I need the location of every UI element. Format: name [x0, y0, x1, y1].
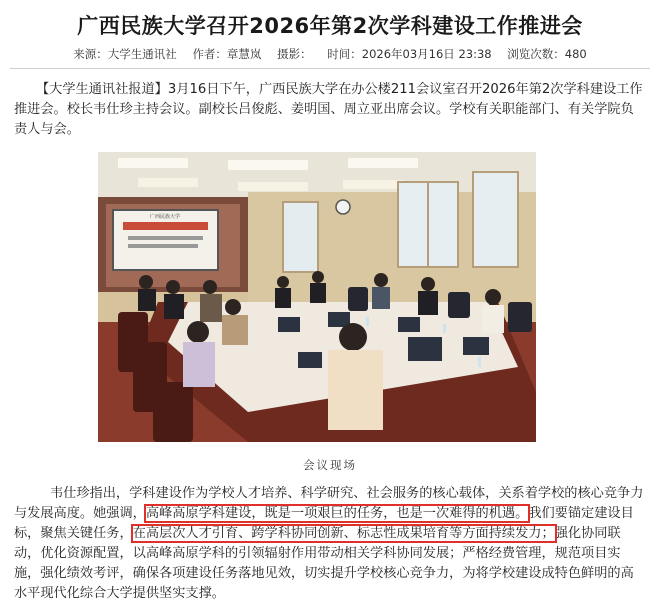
meeting-photo — [98, 152, 536, 442]
meta-source: 来源：大学生通讯社 — [73, 47, 177, 61]
meta-time: 时间：2026年03月16日 23:38 — [327, 47, 492, 61]
body-text-part3: 强化协同联动，优化资源配置，以高峰高原学科的引领辐射作用带动相关学科协同发展；严格经费管理，规范项目实施，强化绩效考评，确保各项建设任务落地见效，切实提升学校核心竞争力，为将学校建设成特色鲜明的高水平现代化综合大学提供坚实支撑。 — [14, 526, 634, 601]
body-text-part2: 我们要锚定建设目标，聚焦关键任务， — [14, 506, 634, 541]
article-paragraph-body — [14, 484, 644, 604]
highlight-box-1: 高峰高原学科建设，既是一项艰巨的任务，也是一次难得的机遇。 — [145, 506, 529, 521]
header-divider — [10, 68, 650, 69]
article-title: 广西民族大学召开2026年第2次学科建设工作推进会 — [77, 14, 583, 38]
meta-author: 作者：章慧岚 — [192, 47, 262, 61]
highlight-box-2: 在高层次人才引育、跨学科协同创新、标志性成果培育等方面持续发力； — [132, 526, 555, 541]
article-paragraph-intro: 【大学生通讯社报道】3月16日下午，广西民族大学在办公楼211会议室召开2026年第2次学科建设工作推进会。校长韦仕珍主持会议。副校长吕俊彪、姜明国、周立亚出席会议。学校有关职能部门、有关学院负责人与会。 — [14, 82, 643, 137]
photo-screen-text: 广西民族大学 — [149, 214, 181, 220]
photo-caption: 会议现场 — [303, 458, 357, 472]
article-meta — [0, 46, 660, 62]
meta-photographer: 摄影： — [277, 47, 312, 61]
meta-views: 浏览次数：480 — [507, 47, 587, 61]
body-text-part1: 韦仕珍指出，学科建设作为学校人才培养、科学研究、社会服务的核心载体，关系着学校的核心竞争力与发展高度。她强调， — [14, 486, 644, 521]
